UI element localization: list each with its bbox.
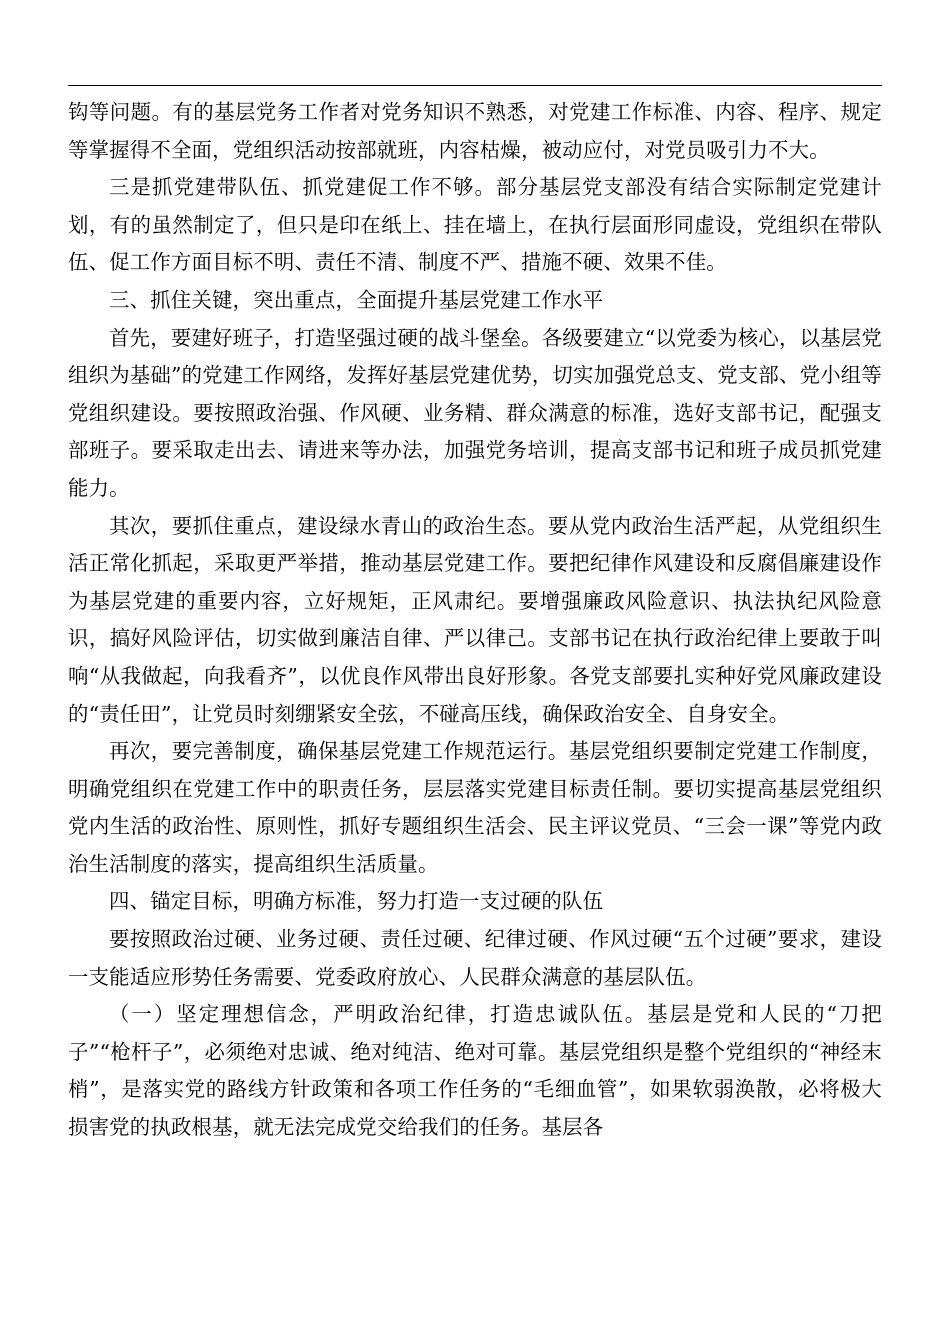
section-heading-three: 三、抓住关键，突出重点，全面提升基层党建工作水平 [109, 287, 604, 312]
paragraph-second: 其次，要抓住重点，建设绿水青山的政治生态。要从党内政治生活严起，从党组织生活正常化抓起，采取更严举措，推动基层党建工作。要把纪律作风建设和反腐倡廉建设作为基层党建的重要内容，立好规矩，正风肃纪。要增强廉政风险意识、执法执纪风险意识，搞好风险评估，切实做到廉洁自律、严以律己。支部书记在执行政治纪律上要敢于叫响“从我做起，向我看齐”，以优良作风带出良好形象。各党支部要扎实种好党风廉政建设的“责任田”，让党员时刻绷紧安全弦，不碰高压线，确保政治安全、自身安全。 [68, 513, 882, 726]
header-rule [68, 85, 882, 86]
paragraph-point-three: 三是抓党建带队伍、抓党建促工作不够。部分基层党支部没有结合实际制定党建计划，有的虽然制定了，但只是印在纸上、挂在墙上，在执行层面形同虚设，党组织在带队伍、促工作方面目标不明、责任不清、制度不严、措施不硬、效果不佳。 [68, 175, 882, 275]
paragraph-continuation: 钩等问题。有的基层党务工作者对党务知识不熟悉，对党建工作标准、内容、程序、规定等掌握得不全面，党组织活动按部就班，内容枯燥，被动应付，对党员吸引力不大。 [68, 100, 882, 162]
paragraph-five-standards: 要按照政治过硬、业务过硬、责任过硬、纪律过硬、作风过硬“五个过硬”要求，建设一支能适应形势任务需要、党委政府放心、人民群众满意的基层队伍。 [68, 927, 882, 989]
document-body [68, 94, 882, 1147]
paragraph-subsection-one: （一）坚定理想信念，严明政治纪律，打造忠诚队伍。基层是党和人民的“刀把子”“枪杆子”，必须绝对忠诚、绝对纯洁、绝对可靠。基层党组织是整个党组织的“神经末梢”，是落实党的路线方针政策和各项工作任务的“毛细血管”，如果软弱涣散，必将极大损害党的执政根基，就无法完成党交给我们的任务。基层各 [68, 1002, 882, 1140]
paragraph-third: 再次，要完善制度，确保基层党建工作规范运行。基层党组织要制定党建工作制度，明确党组织在党建工作中的职责任务，层层落实党建目标责任制。要切实提高基层党组织党内生活的政治性、原则性，抓好专题组织生活会、民主评议党员、“三会一课”等党内政治生活制度的落实，提高组织生活质量。 [68, 739, 882, 876]
paragraph-first: 首先，要建好班子，打造坚强过硬的战斗堡垒。各级要建立“以党委为核心，以基层党组织为基础”的党建工作网络，发挥好基层党建优势，切实加强党总支、党支部、党小组等党组织建设。要按照政治强、作风硬、业务精、群众满意的标准，选好支部书记，配强支部班子。要采取走出去、请进来等办法，加强党务培训，提高支部书记和班子成员抓党建能力。 [68, 325, 882, 500]
section-heading-four: 四、锚定目标，明确方标准，努力打造一支过硬的队伍 [109, 889, 604, 914]
